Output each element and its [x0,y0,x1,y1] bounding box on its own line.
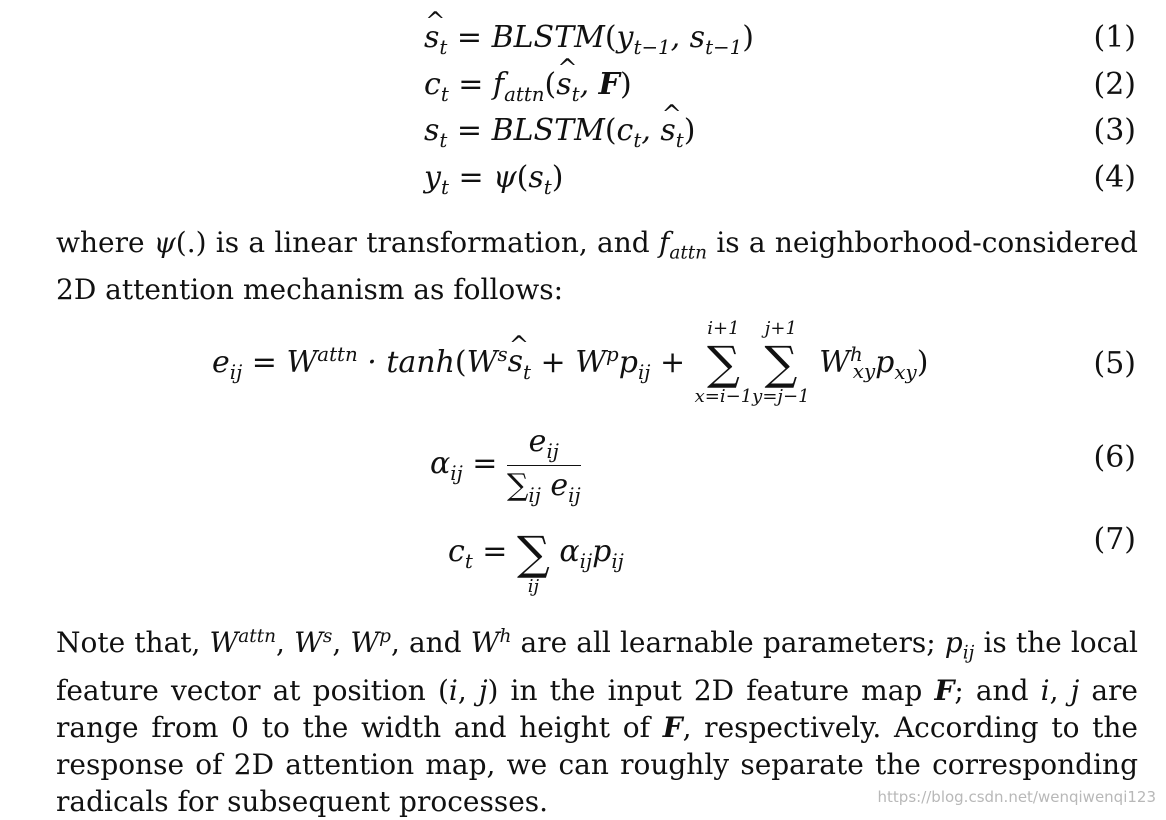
para2-text-6: ; and [954,673,1041,707]
para2-text-8: , respectively. According to the response of 2D attention map, we can roughly separate the corresponding radicals for subsequent processes. [56,710,1138,818]
para2-text-5: in the input 2D feature map [498,673,935,707]
para2-text-1: Note that, [56,626,210,660]
equation-number-7: (7) [1093,522,1136,557]
equation-6 [0,424,1166,507]
equation-number-6: (6) [1093,440,1136,475]
fraction: $\frac{e_{ij}}{\sum_{ij} e_{ij}}$ [506,424,581,507]
para2-text-4: is the local feature vector at position [56,626,1138,707]
equation-number-3: (3) [1093,113,1136,148]
equation-4-body: $y_t = \psi(s_t)$ [424,160,564,199]
para1-text-1: where [56,226,154,259]
equation-number-4: (4) [1093,160,1136,195]
para1-text-3: is a neighborhood-considered 2D attention mechanism as follows: [56,226,1138,307]
equation-3-body: $s_t$ = $BLSTM(c_t$, ^ $s_t$) [424,113,695,152]
equation-number-5: (5) [1093,346,1136,381]
sum-y: j+1 ∑ y=j−1 [752,318,810,407]
para2-text-3: are all learnable parameters; [511,626,945,660]
para2-text-7: are range from 0 to the width and height of [56,673,1138,744]
equation-1-body: ^ $s_t$ = $BLSTM(y_{t-1}$, $s_{t-1}$) [424,20,754,59]
paragraph-parameters: Note that, $W^{attn}$, $W^s$, $W^p$, and $W^h$ are all learnable parameters; $p_{ij}$ is the local feature vector at position (i, j) in the input 2D feature map F; and i, j are range from 0 to the width and height of F, respectively. According to the response of 2D attention map, we can roughly separate the corresponding radicals for subsequent processes. [56,626,1138,818]
equation-5-body: $e_{ij} = W^{attn}$ · $\tanh(W^s\^{}$ $s_t + W^pp_{ij}$ + i+1 ∑ x=i−1 j+1 ∑ y=j−1 $W^h_{xy}p_{xy}$) [212,318,928,408]
watermark: https://blog.csdn.net/wenqiwenqi123 [877,788,1156,806]
sum-ij: ∑ ij [517,526,550,597]
equation-number-1: (1) [1093,20,1136,55]
para1-text-2: is a linear transformation, and [206,226,659,259]
equation-2-body: $c_t$ = $f_{attn}(\^{}$ $s_t$, F) [424,67,632,106]
para2-text-2: , and [390,626,471,660]
equation-6-body: $\alpha_{ij}$ = $\frac{e_{ij}}{\sum_{ij} e_{ij}}$ [430,424,581,507]
equation-7-body: $c_t$ = ∑ ij $\alpha_{ij}p_{ij}$ [448,508,624,598]
equation-5 [0,318,1166,418]
sum-x: i+1 ∑ x=i−1 [694,318,753,407]
equation-number-2: (2) [1093,67,1136,102]
equation-7 [0,508,1166,597]
paragraph-attention-intro: where ψ(.) is a linear transformation, and $f_{attn}$ is a neighborhood-considered 2D attention mechanism as follows: [56,226,1138,307]
